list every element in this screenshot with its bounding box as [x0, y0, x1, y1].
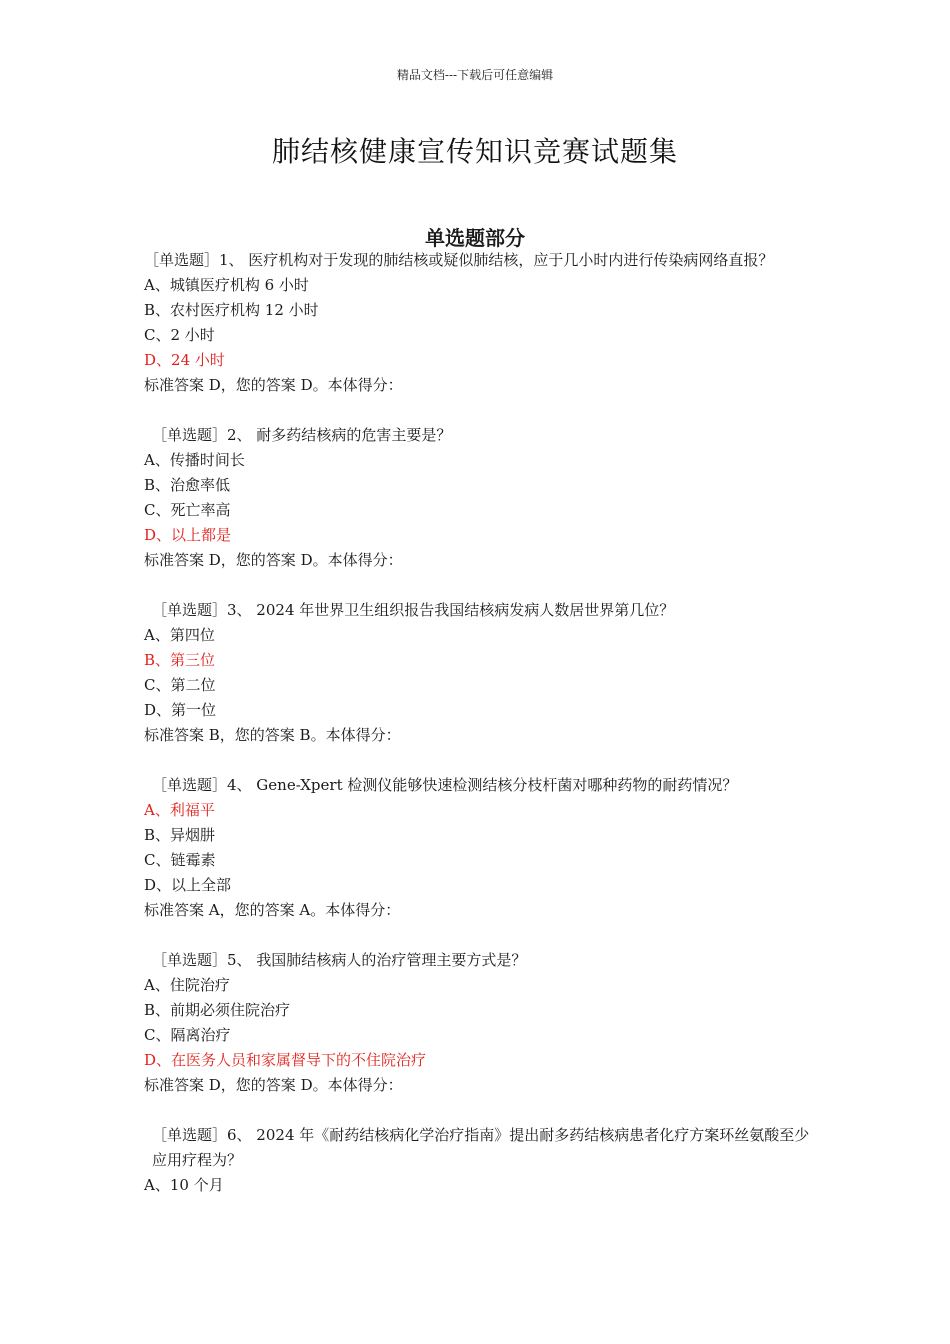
- answer-option: C、2 小时: [144, 326, 215, 344]
- page-header: 精品文档---下载后可任意编辑: [396, 68, 554, 82]
- question-block: [144, 598, 814, 773]
- answer-option: B、异烟肼: [144, 826, 216, 844]
- answer-option: A、传播时间长: [144, 451, 245, 469]
- standard-answer: 标准答案 D，您的答案 D。本体得分：: [144, 1076, 403, 1094]
- question-text: ［单选题］1、 医疗机构对于发现的肺结核或疑似肺结核，应于几小时内进行传染病网络直报？: [144, 251, 774, 269]
- answer-option: C、死亡率高: [144, 501, 231, 519]
- answer-option: D、在医务人员和家属督导下的不住院治疗: [144, 1051, 427, 1069]
- question-block: [144, 423, 814, 598]
- question-text: ［单选题］3、 2024 年世界卫生组织报告我国结核病发病人数居世界第几位？: [152, 601, 675, 619]
- question-spacer: [144, 748, 814, 773]
- question-spacer: [144, 1098, 814, 1123]
- question-block: [144, 1123, 814, 1198]
- question-list: [144, 248, 814, 1198]
- question-text: ［单选题］5、 我国肺结核病人的治疗管理主要方式是？: [152, 951, 527, 969]
- question-spacer: [144, 923, 814, 948]
- section-title: 单选题部分: [425, 226, 525, 250]
- answer-option: B、前期必须住院治疗: [144, 1001, 291, 1019]
- answer-option: A、10 个月: [144, 1176, 224, 1194]
- answer-option: C、隔离治疗: [144, 1026, 231, 1044]
- answer-option: A、住院治疗: [144, 976, 230, 994]
- question-block: [144, 773, 814, 948]
- answer-option: C、第二位: [144, 676, 216, 694]
- standard-answer: 标准答案 D，您的答案 D。本体得分：: [144, 551, 403, 569]
- standard-answer: 标准答案 B，您的答案 B。本体得分：: [144, 726, 401, 744]
- question-spacer: [144, 573, 814, 598]
- answer-option: D、以上全部: [144, 876, 232, 894]
- question-text: ［单选题］6、 2024 年《耐药结核病化学治疗指南》提出耐多药结核病患者化疗方案环丝氨酸至少应用疗程为？: [152, 1126, 810, 1169]
- answer-option: C、链霉素: [144, 851, 216, 869]
- question-spacer: [144, 398, 814, 423]
- answer-option: A、城镇医疗机构 6 小时: [144, 276, 309, 294]
- standard-answer: 标准答案 D，您的答案 D。本体得分：: [144, 376, 403, 394]
- question-block: [144, 948, 814, 1123]
- answer-option: D、以上都是: [144, 526, 232, 544]
- answer-option: A、第四位: [144, 626, 215, 644]
- document-title: 肺结核健康宣传知识竞赛试题集: [271, 135, 678, 168]
- question-text: ［单选题］2、 耐多药结核病的危害主要是？: [152, 426, 452, 444]
- answer-option: A、利福平: [144, 801, 215, 819]
- answer-option: D、24 小时: [144, 351, 225, 369]
- question-text: ［单选题］4、 Gene-Xpert 检测仪能够快速检测结核分枝杆菌对哪种药物的耐药情况？: [152, 776, 738, 794]
- question-block: [144, 248, 814, 423]
- answer-option: B、第三位: [144, 651, 216, 669]
- standard-answer: 标准答案 A，您的答案 A。本体得分：: [144, 901, 401, 919]
- answer-option: D、第一位: [144, 701, 217, 719]
- answer-option: B、农村医疗机构 12 小时: [144, 301, 319, 319]
- answer-option: B、治愈率低: [144, 476, 231, 494]
